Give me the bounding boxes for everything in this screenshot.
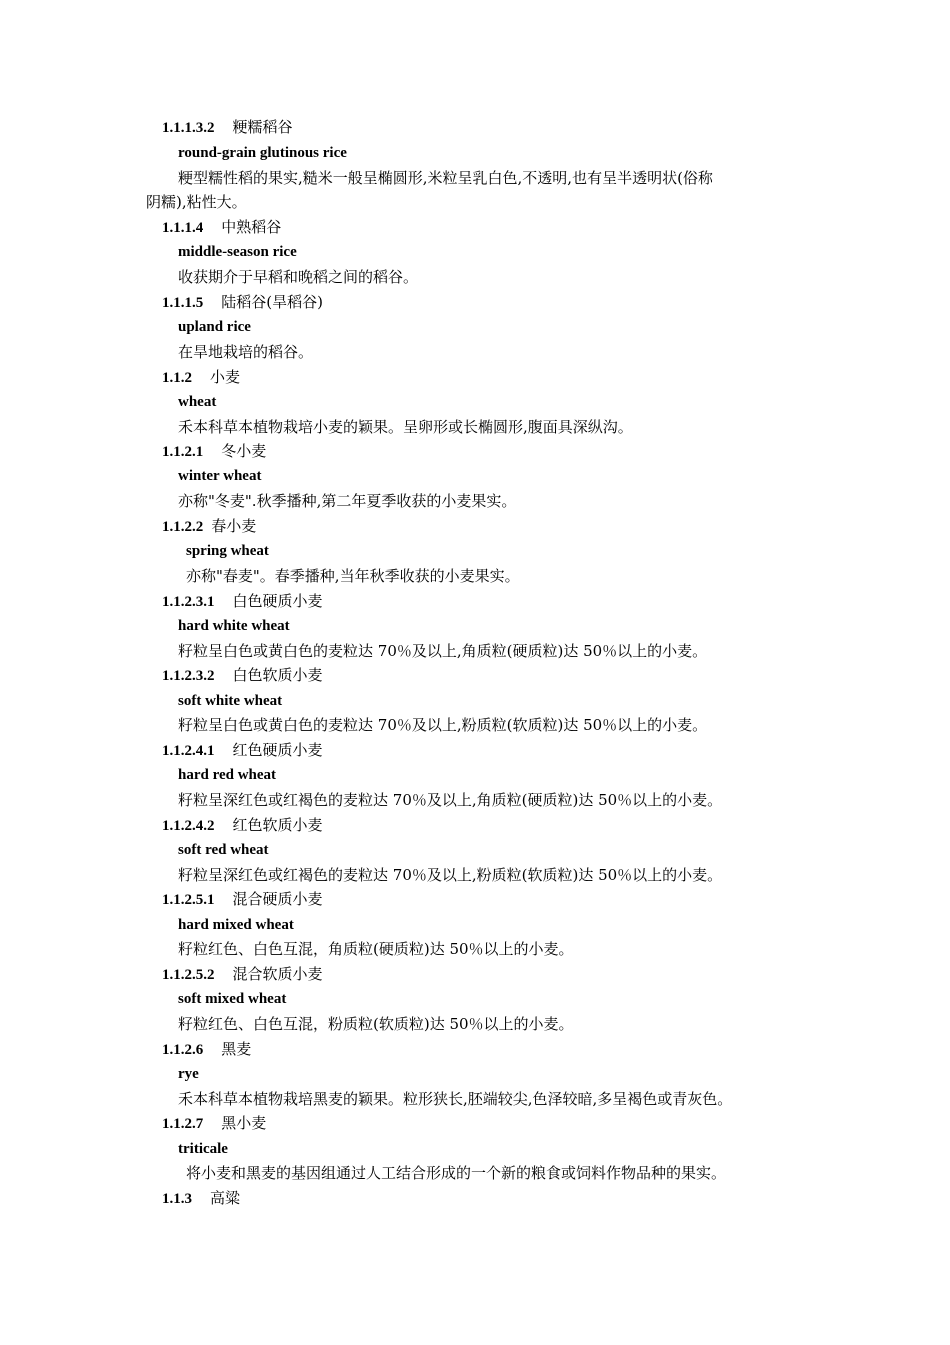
entry-term-zh: 冬小麦 <box>221 442 267 460</box>
entry-term-en: middle-season rice <box>178 244 297 260</box>
entry-term-zh: 白色软质小麦 <box>232 666 323 684</box>
entry-heading <box>162 292 323 312</box>
entry-term-en: upland rice <box>178 319 251 335</box>
entry-heading <box>162 740 323 760</box>
entry-term-en: hard mixed wheat <box>178 917 294 933</box>
entry-number: 1.1.2.7 <box>162 1116 204 1132</box>
entry-heading <box>162 815 323 835</box>
entry-heading <box>162 1039 251 1059</box>
entry-number: 1.1.2.3.1 <box>162 594 215 610</box>
entry-term-en: round-grain glutinous rice <box>178 145 347 161</box>
entry-term-zh: 黑小麦 <box>221 1114 267 1132</box>
entry-term-en: hard white wheat <box>178 618 290 634</box>
entry-number: 1.1.2 <box>162 370 192 386</box>
entry-term-en: soft white wheat <box>178 693 283 709</box>
entry-definition: 亦称"春麦"。春季播种,当年秋季收获的小麦果实。 <box>186 567 520 585</box>
entry-number: 1.1.2.4.2 <box>162 818 215 834</box>
entry-heading <box>162 441 266 461</box>
entry-term-zh: 白色硬质小麦 <box>232 592 323 610</box>
entry-term-zh: 混合软质小麦 <box>232 965 323 983</box>
entry-term-en: spring wheat <box>186 543 269 559</box>
entry-heading <box>162 964 323 984</box>
entry-term-en: hard red wheat <box>178 767 277 783</box>
entry-definition: 亦称"冬麦".秋季播种,第二年夏季收获的小麦果实。 <box>178 492 517 510</box>
entry-term-zh: 小麦 <box>210 368 241 386</box>
entry-heading <box>162 516 256 536</box>
entry-number: 1.1.2.5.1 <box>162 892 215 908</box>
entry-term-zh: 粳糯稻谷 <box>232 118 293 136</box>
entry-number: 1.1.2.2 <box>162 519 204 535</box>
entry-number: 1.1.2.6 <box>162 1042 204 1058</box>
entry-definition: 籽粒呈深红色或红褐色的麦粒达 70％及以上,粉质粒(软质粒)达 50％以上的小麦。 <box>178 866 723 884</box>
entry-heading <box>162 367 240 387</box>
entry-definition: 籽粒呈白色或黄白色的麦粒达 70％及以上,角质粒(硬质粒)达 50％以上的小麦。 <box>178 642 708 660</box>
entry-heading <box>162 217 281 237</box>
entry-term-en: rye <box>178 1066 199 1082</box>
entry-number: 1.1.2.1 <box>162 444 204 460</box>
entry-term-zh: 红色硬质小麦 <box>232 741 323 759</box>
entry-definition: 籽粒呈白色或黄白色的麦粒达 70％及以上,粉质粒(软质粒)达 50％以上的小麦。 <box>178 716 708 734</box>
entry-number: 1.1.1.3.2 <box>162 120 215 136</box>
entry-definition: 禾本科草本植物栽培小麦的颖果。呈卵形或长椭圆形,腹面具深纵沟。 <box>178 418 633 436</box>
entry-definition: 粳型糯性稻的果实,糙米一般呈椭圆形,米粒呈乳白色,不透明,也有呈半透明状(俗称 <box>178 169 713 187</box>
entry-heading <box>162 1188 240 1208</box>
entry-definition: 将小麦和黑麦的基因组通过人工结合形成的一个新的粮食或饲料作物品种的果实。 <box>186 1164 727 1182</box>
entry-definition: 禾本科草本植物栽培黑麦的颖果。粒形狭长,胚端较尖,色泽较暗,多呈褐色或青灰色。 <box>178 1090 733 1108</box>
entry-heading <box>162 591 323 611</box>
entry-term-zh: 中熟稻谷 <box>221 218 282 236</box>
entry-definition: 籽粒红色、白色互混，粉质粒(软质粒)达 50％以上的小麦。 <box>178 1015 574 1033</box>
entry-term-zh: 陆稻谷(旱稻谷) <box>221 293 323 311</box>
entry-term-en: triticale <box>178 1141 228 1157</box>
entry-definition: 籽粒呈深红色或红褐色的麦粒达 70％及以上,角质粒(硬质粒)达 50％以上的小麦。 <box>178 791 723 809</box>
entry-definition: 在旱地栽培的稻谷。 <box>178 343 314 361</box>
entry-term-zh: 高粱 <box>210 1189 241 1207</box>
entry-definition: 阴糯),粘性大。 <box>146 193 247 211</box>
entry-number: 1.1.2.4.1 <box>162 743 215 759</box>
entry-term-zh: 春小麦 <box>211 517 257 535</box>
entry-number: 1.1.2.3.2 <box>162 668 215 684</box>
entry-heading <box>162 117 293 137</box>
entry-term-zh: 黑麦 <box>221 1040 252 1058</box>
entry-definition: 籽粒红色、白色互混，角质粒(硬质粒)达 50％以上的小麦。 <box>178 940 574 958</box>
entry-definition: 收获期介于早稻和晚稻之间的稻谷。 <box>178 268 419 286</box>
entry-term-zh: 红色软质小麦 <box>232 816 323 834</box>
entry-term-en: winter wheat <box>178 468 262 484</box>
entry-term-en: soft mixed wheat <box>178 991 287 1007</box>
entry-heading <box>162 889 323 909</box>
entry-term-zh: 混合硬质小麦 <box>232 890 323 908</box>
entry-number: 1.1.1.5 <box>162 295 204 311</box>
entry-number: 1.1.1.4 <box>162 220 204 236</box>
entry-number: 1.1.2.5.2 <box>162 967 215 983</box>
entry-heading <box>162 1113 266 1133</box>
entry-term-en: soft red wheat <box>178 842 269 858</box>
entry-term-en: wheat <box>178 394 217 410</box>
entry-number: 1.1.3 <box>162 1191 192 1207</box>
entry-heading <box>162 665 323 685</box>
